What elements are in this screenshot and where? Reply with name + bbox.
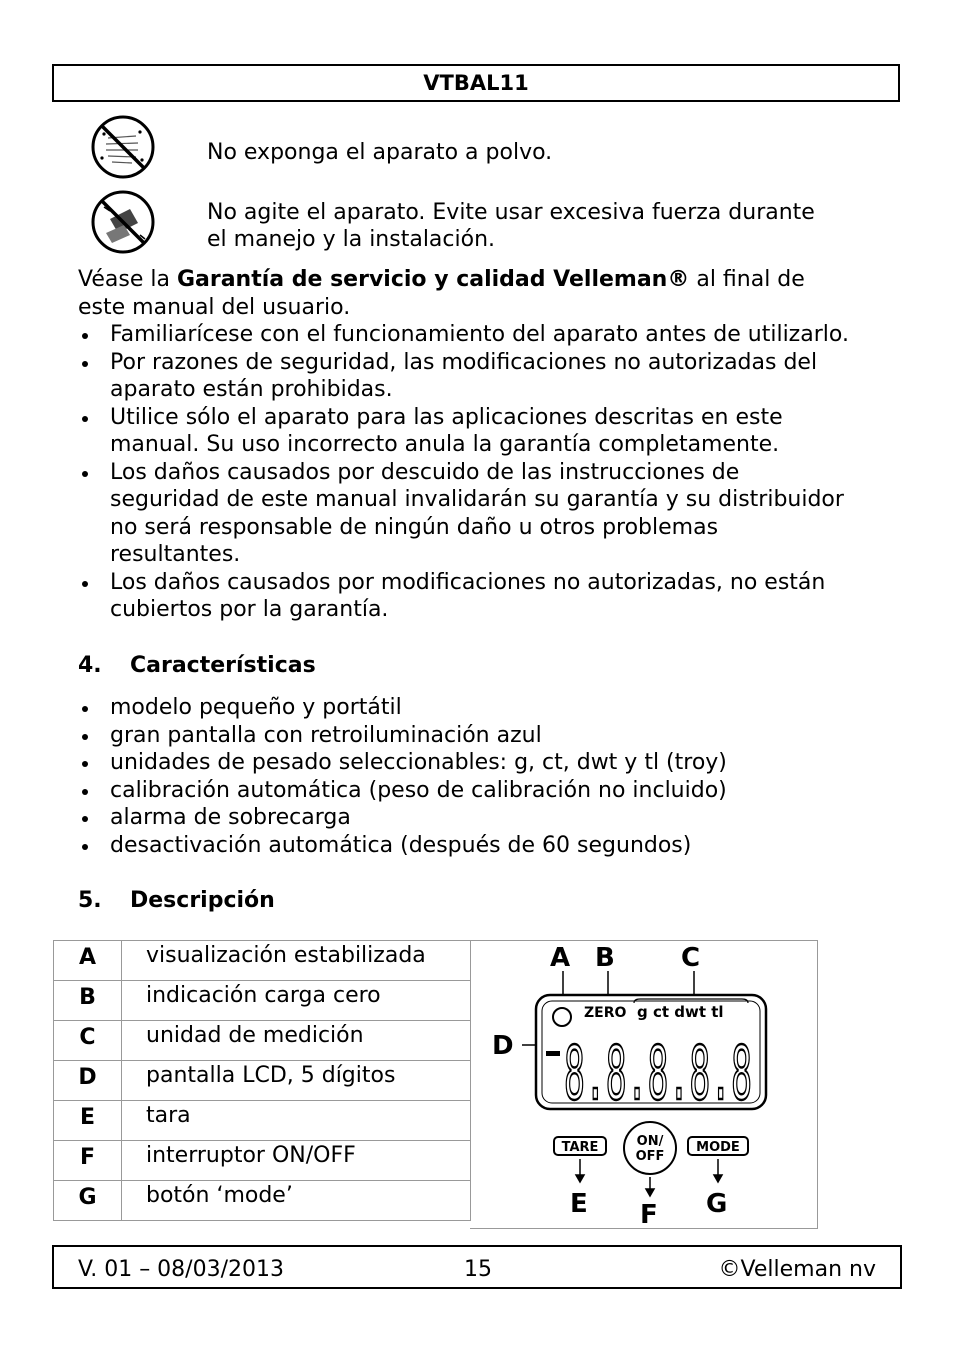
table-row	[54, 1021, 471, 1061]
row-letter: C	[54, 1021, 122, 1061]
warning-line: el manejo y la instalación.	[207, 227, 496, 252]
callout-b: B	[595, 943, 615, 973]
no-shake-icon	[90, 189, 156, 255]
row-description: interruptor ON/OFF	[122, 1141, 471, 1181]
callout-d: D	[492, 1031, 514, 1061]
callout-a: A	[550, 943, 571, 973]
section-number: 5.	[78, 888, 102, 913]
table-row	[54, 941, 471, 981]
row-description: unidad de medición	[122, 1021, 471, 1061]
warranty-paragraph	[78, 266, 888, 321]
feature-item: alarma de sobrecarga	[78, 804, 888, 832]
no-dust-icon	[90, 114, 156, 180]
feature-item: unidades de pesado seleccionables: g, ct, dwt y tl (troy)	[78, 749, 888, 777]
feature-item: desactivación automática (después de 60 segundos)	[78, 832, 888, 860]
callout-f: F	[640, 1200, 658, 1230]
warning-text-dust: No exponga el aparato a polvo.	[207, 140, 553, 165]
bullet-line: Los daños causados por descuido de las instrucciones de	[110, 459, 740, 485]
section-title: Descripción	[130, 888, 275, 913]
row-description: botón ‘mode’	[122, 1181, 471, 1221]
section-number: 4.	[78, 653, 102, 678]
safety-bullet-item	[78, 569, 888, 624]
table-row	[54, 1101, 471, 1141]
row-description: indicación carga cero	[122, 981, 471, 1021]
feature-item: modelo pequeño y portátil	[78, 694, 888, 722]
bullet-line: Por razones de seguridad, las modificaciones no autorizadas del	[110, 349, 818, 375]
row-letter: B	[54, 981, 122, 1021]
section-4-heading	[78, 653, 316, 678]
table-row	[54, 1061, 471, 1101]
lcd-units-label: g ct dwt tl	[637, 1003, 724, 1021]
row-letter: D	[54, 1061, 122, 1101]
onoff-label-bottom: OFF	[635, 1149, 665, 1164]
row-letter: A	[54, 941, 122, 981]
warning-line: No agite el aparato. Evite usar excesiva fuerza durante	[207, 200, 815, 225]
bullet-line: resultantes.	[110, 542, 241, 567]
feature-item: gran pantalla con retroiluminación azul	[78, 722, 888, 750]
bullet-line: Familiarícese con el funcionamiento del aparato antes de utilizarlo.	[110, 322, 849, 347]
features-list	[78, 694, 888, 859]
section-5-heading	[78, 888, 275, 913]
footer-version: V. 01 – 08/03/2013	[78, 1257, 284, 1282]
callout-c: C	[681, 943, 701, 973]
footer-page-number: 15	[464, 1257, 492, 1282]
bullet-line: manual. Su uso incorrecto anula la garantía completamente.	[110, 432, 780, 457]
row-description: tara	[122, 1101, 471, 1141]
warranty-prefix: Véase la	[78, 267, 177, 292]
row-letter: F	[54, 1141, 122, 1181]
description-table	[53, 940, 471, 1221]
mode-label: MODE	[696, 1140, 740, 1155]
safety-bullet-item	[78, 349, 888, 404]
warranty-line2: este manual del usuario.	[78, 294, 351, 320]
bullet-line: Utilice sólo el aparato para las aplicaciones descritas en este	[110, 404, 783, 430]
bullet-line: seguridad de este manual invalidarán su garantía y su distribuidor	[110, 487, 844, 512]
bullet-line: cubiertos por la garantía.	[110, 597, 389, 622]
bullet-line: aparato están prohibidas.	[110, 377, 393, 402]
callout-e: E	[570, 1189, 588, 1219]
warranty-link-text: Garantía de servicio y calidad Velleman®	[176, 267, 690, 292]
bullet-line: Los daños causados por modificaciones no autorizadas, no están	[110, 569, 826, 595]
bullet-line: no será responsable de ningún daño u otros problemas	[110, 514, 719, 540]
lcd-zero-label: ZERO	[584, 1005, 627, 1021]
row-letter: G	[54, 1181, 122, 1221]
safety-bullet-item	[78, 459, 888, 569]
warranty-suffix: al final de	[689, 267, 805, 292]
footer-copyright: ©Velleman nv	[718, 1257, 876, 1282]
row-description: pantalla LCD, 5 dígitos	[122, 1061, 471, 1101]
page-footer	[52, 1245, 902, 1289]
warning-text-shake	[207, 199, 815, 253]
feature-item: calibración automática (peso de calibración no incluido)	[78, 777, 888, 805]
callout-g: G	[706, 1189, 728, 1219]
safety-bullet-item	[78, 321, 888, 349]
lcd-digits: 8.8.8.8.8	[564, 1031, 752, 1117]
safety-bullet-item	[78, 404, 888, 459]
tare-label: TARE	[561, 1140, 599, 1155]
onoff-label-top: ON/	[636, 1134, 664, 1149]
scale-diagram-svg	[470, 941, 818, 1230]
row-description: visualización estabilizada	[122, 941, 471, 981]
row-letter: E	[54, 1101, 122, 1141]
table-row	[54, 981, 471, 1021]
safety-bullet-list	[78, 321, 888, 624]
section-title: Características	[130, 653, 316, 678]
table-row	[54, 1141, 471, 1181]
scale-diagram	[470, 940, 818, 1229]
table-row	[54, 1181, 471, 1221]
header-title: VTBAL11	[52, 64, 900, 102]
